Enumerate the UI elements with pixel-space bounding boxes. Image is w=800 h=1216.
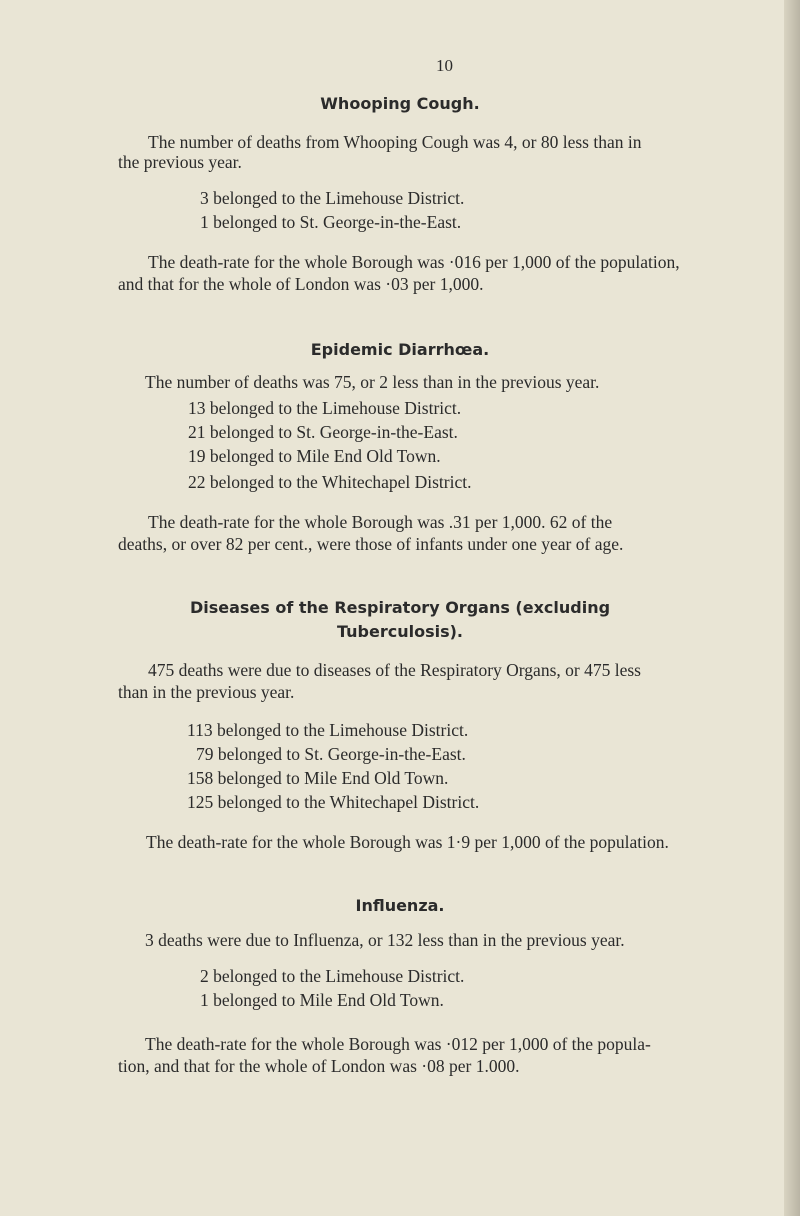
heading-whooping-cough: Whooping Cough. — [320, 94, 480, 113]
whooping-intro-line-2: the previous year. — [118, 152, 242, 172]
list-item: 158 belonged to Mile End Old Town. — [187, 768, 449, 788]
list-item: 1 belonged to St. George-in-the-East. — [200, 212, 462, 232]
heading-respiratory: Diseases of the Respiratory Organs (excluding — [189, 598, 611, 617]
influenza-rate-line-1: The death-rate for the whole Borough was ·012 per 1,000 of the popula- — [145, 1034, 651, 1054]
respiratory-rate: The death-rate for the whole Borough was 1·9 per 1,000 of the population. — [146, 832, 669, 852]
list-item: 113 belonged to the Limehouse District. — [187, 720, 469, 740]
whooping-intro-line-1: The number of deaths from Whooping Cough was 4, or 80 less than in — [148, 132, 642, 152]
list-item: 125 belonged to the Whitechapel District. — [187, 792, 480, 812]
whooping-rate-line-2: and that for the whole of London was ·03 per 1,000. — [118, 274, 484, 294]
influenza-intro: 3 deaths were due to Influenza, or 132 less than in the previous year. — [145, 930, 625, 950]
list-item: 1 belonged to Mile End Old Town. — [200, 990, 444, 1010]
list-item: 19 belonged to Mile End Old Town. — [188, 446, 441, 466]
list-item: 21 belonged to St. George-in-the-East. — [188, 422, 458, 442]
list-item: 79 belonged to St. George-in-the-East. — [196, 744, 466, 764]
influenza-rate-line-2: tion, and that for the whole of London was ·08 per 1.000. — [118, 1056, 520, 1076]
list-item: 3 belonged to the Limehouse District. — [200, 188, 465, 208]
diarrhoea-rate-line-2: deaths, or over 82 per cent., were those of infants under one year of age. — [118, 534, 624, 554]
respiratory-intro-line-2: than in the previous year. — [118, 682, 295, 702]
list-item: 2 belonged to the Limehouse District. — [200, 966, 465, 986]
whooping-rate-line-1: The death-rate for the whole Borough was ·016 per 1,000 of the population, — [148, 252, 680, 272]
page-number: 10 — [436, 56, 453, 75]
heading-influenza: Influenza. — [355, 896, 445, 915]
heading-epidemic-diarrhoea: Epidemic Diarrhœa. — [310, 340, 490, 359]
respiratory-intro-line-1: 475 deaths were due to diseases of the Respiratory Organs, or 475 less — [148, 660, 641, 680]
list-item: 22 belonged to the Whitechapel District. — [188, 472, 472, 492]
list-item: 13 belonged to the Limehouse District. — [188, 398, 462, 418]
diarrhoea-rate-line-1: The death-rate for the whole Borough was .31 per 1,000. 62 of the — [148, 512, 613, 532]
diarrhoea-intro: The number of deaths was 75, or 2 less than in the previous year. — [145, 372, 600, 392]
heading-respiratory-line-2: Tuberculosis). — [336, 622, 463, 641]
